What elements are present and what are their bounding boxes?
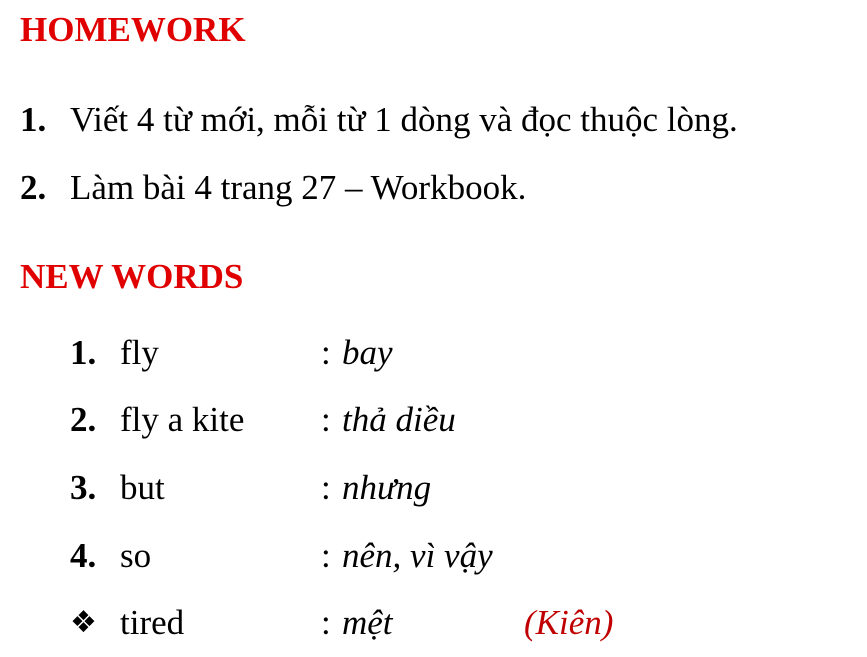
homework-item-number: 1. xyxy=(20,100,47,139)
vocab-row xyxy=(70,536,850,576)
homework-heading: HOMEWORK xyxy=(20,10,246,49)
vocab-row xyxy=(70,400,850,440)
vocab-row xyxy=(70,333,850,373)
vocab-vietnamese: bay xyxy=(342,333,393,372)
vocab-vietnamese: nên, vì vậy xyxy=(342,536,493,575)
vocab-english: fly xyxy=(120,333,159,372)
vocab-number: 2. xyxy=(70,400,97,439)
student-name-note: (Kiên) xyxy=(524,603,614,642)
vocab-colon: : xyxy=(321,333,331,372)
vocab-colon: : xyxy=(321,603,331,642)
homework-item-text: Viết 4 từ mới, mỗi từ 1 dòng và đọc thuộc lòng. xyxy=(70,100,738,139)
vocab-colon: : xyxy=(321,536,331,575)
vocab-number: 1. xyxy=(70,333,97,372)
vocab-vietnamese: mệt xyxy=(342,603,393,642)
vocab-number: 3. xyxy=(70,468,97,507)
homework-item-number: 2. xyxy=(20,168,47,207)
vocab-number: 4. xyxy=(70,536,97,575)
homework-item xyxy=(20,100,738,140)
vocab-vietnamese: nhưng xyxy=(342,468,432,507)
vocab-row xyxy=(70,468,850,508)
vocab-vietnamese: thả diều xyxy=(342,400,456,439)
vocab-english: fly a kite xyxy=(120,400,245,439)
homework-item xyxy=(20,168,526,208)
vocab-colon: : xyxy=(321,468,331,507)
four-diamond-bullet-icon: ❖ xyxy=(70,605,97,640)
vocab-row xyxy=(70,603,850,643)
vocab-colon: : xyxy=(321,400,331,439)
vocab-english: so xyxy=(120,536,152,575)
homework-item-text: Làm bài 4 trang 27 – Workbook. xyxy=(70,168,527,207)
vocab-english: tired xyxy=(120,603,185,642)
vocab-english: but xyxy=(120,468,165,507)
new-words-heading: NEW WORDS xyxy=(20,257,244,296)
